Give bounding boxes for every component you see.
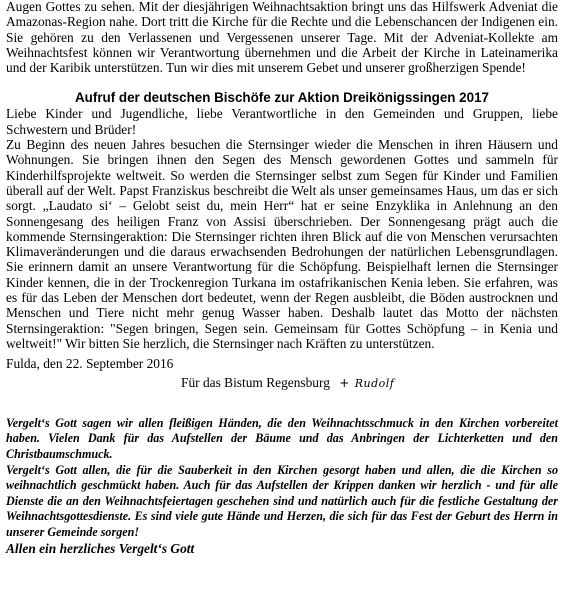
thanks-paragraph-decoration: Vergelt‘s Gott sagen wir allen fleißigen Händen, die den Weihnachtsschmuck in den Kirchen vorbereitet haben. Vielen Dank für das Aufstellen der Bäume und das Anbringen der Lichterketten und den Christbaumschmuck.	[6, 415, 558, 462]
appeal-body: Zu Beginn des neuen Jahres besuchen die Sternsinger wieder die Menschen in ihren Häusern und Wohnungen. Sie bringen ihnen den Segen des Mensch gewordenen Gottes und sammeln für Kinderhilfsprojekte weltweit. So werden die Sternsinger selbst zum Segen für Kinder und Familien überall auf der Welt. Papst Franziskus beschreibt die Welt als unser gemeinsames Haus, um das er sich sorgt. „Laudato si‘ – Gelobt seist du, mein Herr“ hat er seine Enzyklika in Anlehnung an den Sonnengesang des heiligen Franz von Assisi überschrieben. Der Sonnengesang prägt auch die kommende Sternsingeraktion: Die Sternsinger richten ihren Blick auf die von Menschen verursachten Klimaveränderungen und die daraus erwachsenden Bedrohungen der natürlichen Lebensgrundlagen. Sie erinnern damit an unsere Verantwortung für die Schöpfung. Beispielhaft lernen die Sternsinger Kinder kennen, die in der Trockenregion Turkana im ostafrikanischen Kenia leben. Sie erfahren, was es für das Leben der Menschen dort bedeutet, wenn der Regen ausbleibt, die Böden austrocknen und Menschen und Tiere nicht mehr genug Wasser haben. Deshalb lautet das Motto der nächsten Sternsingeraktion: "Segen bringen, Segen sein. Gemeinsam für Gottes Schöpfung – in Kenia und weltweit!" Wir bitten Sie herzlich, die Sternsinger nach Kräften zu unterstützen.	[6, 137, 558, 351]
signature-line	[6, 375, 558, 391]
thanks-paragraph-cleaning: Vergelt‘s Gott allen, die für die Sauberkeit in den Kirchen gesorgt haben und allen, die die Kirchen so weihnachtlich geschmückt haben. Auch für das Aufstellen der Krippen danken wir herzlich - und für alle Dienste die an den Weihnachtsfeiertagen geschehen sind und natürlich auch für die festliche Gestaltung der Weihnachtsgottesdienste. Es sind viele gute Hände und Herzen, die sich für das Fest der Geburt des Herrn in unserer Gemeinde sorgen!	[6, 462, 558, 539]
adveniat-paragraph: Augen Gottes zu sehen. Mit der diesjährigen Weihnachtsaktion bringt uns das Hilfswerk Adveniat die Amazonas-Region nahe. Dort tritt die Kirche für die Rechte und die Lebenschancen der Indigenen ein. Sie gehören zu den Verlassenen und Vergessenen unserer Tage. Mit der Adveniat-Kollekte am Weihnachtsfest können wir Verantwortung übernehmen und die Arbeit der Kirche in Lateinamerika und der Karibik unterstützen. Tun wir dies mit unserem Gebet und unserer großherzigen Spende!	[6, 0, 558, 76]
appeal-heading: Aufruf der deutschen Bischöfe zur Aktion Dreikönigssingen 2017	[75, 90, 489, 106]
bishop-cross-mark: +	[339, 375, 350, 390]
appeal-salutation: Liebe Kinder und Jugendliche, liebe Verantwortliche in den Gemeinden und Gruppen, liebe Schwestern und Brüder!	[6, 106, 558, 137]
handwritten-signature: Rudolf	[354, 376, 395, 390]
bulletin-page	[6, 0, 558, 557]
signature-prefix: Für das Bistum Regensburg	[181, 374, 330, 390]
closing-line: Allen ein herzliches Vergelt‘s Gott	[6, 540, 195, 556]
appeal-dateline: Fulda, den 22. September 2016	[6, 356, 174, 372]
